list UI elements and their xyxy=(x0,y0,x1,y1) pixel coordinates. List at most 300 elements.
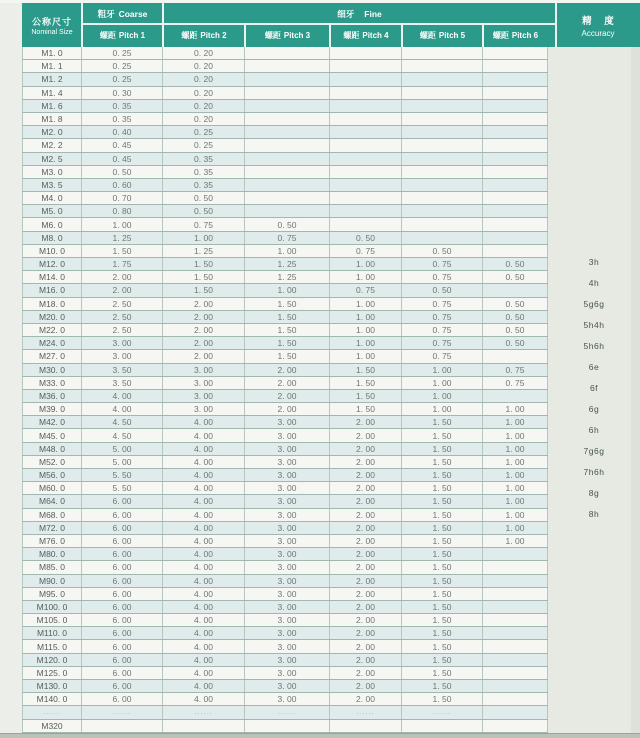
header-pitch-zh: 螺距 xyxy=(99,31,116,40)
pitch-value-cell: 0. 25 xyxy=(82,47,163,59)
pitch-value-cell xyxy=(483,245,548,257)
pitch-value-cell: 0. 75 xyxy=(330,245,402,257)
pitch-value-cell: 0. 50 xyxy=(402,284,483,296)
table-row xyxy=(22,364,548,377)
pitch-value-cell: 1. 50 xyxy=(330,377,402,389)
header-pitch-zh: 螺距 xyxy=(181,31,198,40)
pitch-value-cell: 3. 00 xyxy=(245,469,330,481)
pitch-value-cell: 2. 00 xyxy=(163,311,245,323)
pitch-value-cell: 2. 00 xyxy=(330,509,402,521)
pitch-value-cell xyxy=(402,205,483,217)
pitch-value-cell: 1. 00 xyxy=(483,495,548,507)
pitch-value-cell: 1. 50 xyxy=(402,693,483,705)
pitch-value-cell: 3. 00 xyxy=(82,350,163,362)
pitch-value-cell: 4. 00 xyxy=(163,693,245,705)
pitch-value-cell: 4. 00 xyxy=(163,522,245,534)
pitch-value-cell: 0. 75 xyxy=(483,364,548,376)
pitch-value-cell: 4. 00 xyxy=(163,509,245,521)
pitch-value-cell xyxy=(483,47,548,59)
pitch-value-cell: 1. 00 xyxy=(483,509,548,521)
pitch-value-cell: 2. 00 xyxy=(330,495,402,507)
pitch-value-cell xyxy=(330,47,402,59)
pitch-value-cell: 4. 00 xyxy=(82,403,163,415)
header-divider xyxy=(162,3,164,47)
pitch-value-cell: 4. 50 xyxy=(82,416,163,428)
pitch-value-cell: 4. 00 xyxy=(163,561,245,573)
pitch-value-cell: 1. 00 xyxy=(402,364,483,376)
pitch-value-cell: 0. 75 xyxy=(402,258,483,270)
pitch-value-cell: 6. 00 xyxy=(82,548,163,560)
pitch-value-cell xyxy=(330,720,402,732)
pitch-value-cell: 3. 00 xyxy=(245,429,330,441)
pitch-value-cell: 1. 50 xyxy=(402,627,483,639)
pitch-value-cell: 3. 00 xyxy=(245,693,330,705)
pitch-value-cell xyxy=(330,205,402,217)
table-row xyxy=(22,87,548,100)
pitch-value-cell: 0. 30 xyxy=(82,87,163,99)
table-row xyxy=(22,232,548,245)
pitch-value-cell: 1. 00 xyxy=(330,350,402,362)
header-nominal-zh: 公称尺寸 xyxy=(31,16,72,27)
pitch-value-cell: 4. 00 xyxy=(163,575,245,587)
pitch-value-cell: 1. 25 xyxy=(245,258,330,270)
table-row xyxy=(22,588,548,601)
pitch-value-cell: 2. 00 xyxy=(330,627,402,639)
pitch-value-cell: 1. 00 xyxy=(483,443,548,455)
pitch-value-cell: 0. 50 xyxy=(402,245,483,257)
header-accuracy-zh: 精 度 xyxy=(582,15,619,27)
pitch-value-cell: 2. 00 xyxy=(330,575,402,587)
pitch-value-cell: 1. 50 xyxy=(245,311,330,323)
pitch-value-cell xyxy=(330,73,402,85)
nominal-size-cell: M27. 0 xyxy=(22,350,82,362)
table-row xyxy=(22,73,548,86)
pitch-value-cell: 0. 20 xyxy=(163,47,245,59)
pitch-value-cell: 1. 25 xyxy=(245,271,330,283)
pitch-value-cell: 6. 00 xyxy=(82,654,163,666)
pitch-value-cell: 4. 00 xyxy=(163,588,245,600)
accuracy-grade-label: 5h6h xyxy=(583,341,605,351)
pitch-value-cell: 1. 00 xyxy=(82,218,163,230)
nominal-size-cell: M10. 0 xyxy=(22,245,82,257)
pitch-value-cell xyxy=(483,548,548,560)
pitch-value-cell: 3. 00 xyxy=(245,456,330,468)
header-accuracy-en: Accuracy xyxy=(581,28,615,38)
pitch-value-cell xyxy=(245,720,330,732)
pitch-value-cell xyxy=(245,60,330,72)
pitch-value-cell: 3. 00 xyxy=(245,416,330,428)
pitch-value-cell xyxy=(402,113,483,125)
pitch-value-cell: 3. 00 xyxy=(245,575,330,587)
pitch-value-cell xyxy=(402,126,483,138)
pitch-value-cell: 4. 00 xyxy=(163,627,245,639)
table-row xyxy=(22,706,548,719)
pitch-value-cell xyxy=(245,73,330,85)
nominal-size-cell: M1. 4 xyxy=(22,87,82,99)
pitch-value-cell: 1. 00 xyxy=(483,403,548,415)
nominal-size-cell: M5. 0 xyxy=(22,205,82,217)
header-divider xyxy=(482,24,484,47)
pitch-value-cell: 1. 00 xyxy=(483,482,548,494)
table-row xyxy=(22,667,548,680)
nominal-size-cell: M110. 0 xyxy=(22,627,82,639)
pitch-value-cell: 0. 75 xyxy=(163,218,245,230)
pitch-value-cell: 1. 00 xyxy=(330,298,402,310)
pitch-value-cell: 0. 50 xyxy=(245,218,330,230)
pitch-value-cell: 2. 00 xyxy=(330,561,402,573)
pitch-value-cell xyxy=(402,73,483,85)
pitch-value-cell xyxy=(483,627,548,639)
table-row xyxy=(22,60,548,73)
header-pitch-zh: 螺距 xyxy=(264,31,281,40)
pitch-value-cell: 4. 00 xyxy=(163,495,245,507)
pitch-value-cell: 1. 00 xyxy=(483,416,548,428)
accuracy-grade-label: 5g6g xyxy=(583,299,605,309)
pitch-value-cell: 1. 50 xyxy=(402,667,483,679)
pitch-value-cell xyxy=(330,153,402,165)
pitch-value-cell xyxy=(245,126,330,138)
table-row xyxy=(22,245,548,258)
pitch-value-cell: 4. 00 xyxy=(163,482,245,494)
nominal-size-cell: M2. 0 xyxy=(22,126,82,138)
pitch-value-cell: 1. 50 xyxy=(330,364,402,376)
table-row xyxy=(22,575,548,588)
pitch-value-cell xyxy=(483,588,548,600)
nominal-size-cell: M3. 0 xyxy=(22,166,82,178)
pitch-value-cell xyxy=(483,350,548,362)
pitch-value-cell: ...... xyxy=(245,706,330,718)
pitch-value-cell: 1. 50 xyxy=(402,535,483,547)
pitch-value-cell: 1. 50 xyxy=(245,337,330,349)
pitch-value-cell: 2. 00 xyxy=(330,429,402,441)
pitch-value-cell: 6. 00 xyxy=(82,561,163,573)
pitch-value-cell: 1. 50 xyxy=(402,548,483,560)
pitch-value-cell xyxy=(330,192,402,204)
pitch-value-cell: 6. 00 xyxy=(82,601,163,613)
nominal-size-cell: M45. 0 xyxy=(22,429,82,441)
pitch-value-cell: 2. 00 xyxy=(330,522,402,534)
pitch-value-cell xyxy=(245,153,330,165)
table-row xyxy=(22,601,548,614)
pitch-value-cell: 1. 00 xyxy=(245,245,330,257)
pitch-value-cell: 2. 50 xyxy=(82,324,163,336)
pitch-value-cell: 1. 50 xyxy=(402,640,483,652)
pitch-value-cell: 1. 00 xyxy=(330,271,402,283)
pitch-value-cell xyxy=(483,575,548,587)
nominal-size-cell: M1. 0 xyxy=(22,47,82,59)
pitch-value-cell: 1. 50 xyxy=(245,324,330,336)
pitch-value-cell: 1. 00 xyxy=(402,390,483,402)
pitch-value-cell: 1. 00 xyxy=(483,456,548,468)
page-bottom-edge xyxy=(0,733,640,738)
pitch-value-cell: 0. 35 xyxy=(82,100,163,112)
accuracy-grade-label: 6g xyxy=(588,404,600,414)
nominal-size-cell: M36. 0 xyxy=(22,390,82,402)
header-divider xyxy=(555,3,557,47)
pitch-value-cell xyxy=(402,87,483,99)
pitch-value-cell: 4. 00 xyxy=(163,654,245,666)
pitch-value-cell: 1. 50 xyxy=(402,456,483,468)
nominal-size-cell: ...... xyxy=(22,706,82,718)
pitch-value-cell: 1. 50 xyxy=(245,298,330,310)
pitch-value-cell: 0. 75 xyxy=(402,271,483,283)
pitch-value-cell: 0. 50 xyxy=(483,337,548,349)
pitch-value-cell xyxy=(402,60,483,72)
header-pitch-zh: 螺距 xyxy=(343,31,360,40)
pitch-value-cell: 3. 00 xyxy=(245,667,330,679)
pitch-value-cell: 2. 00 xyxy=(330,443,402,455)
pitch-value-cell: 0. 50 xyxy=(483,271,548,283)
nominal-size-cell: M48. 0 xyxy=(22,443,82,455)
table-row xyxy=(22,218,548,231)
pitch-value-cell xyxy=(402,720,483,732)
nominal-size-cell: M24. 0 xyxy=(22,337,82,349)
pitch-value-cell: 1. 50 xyxy=(163,271,245,283)
nominal-size-cell: M6. 0 xyxy=(22,218,82,230)
pitch-value-cell: 0. 35 xyxy=(163,153,245,165)
nominal-size-cell: M130. 0 xyxy=(22,680,82,692)
pitch-value-cell: 1. 00 xyxy=(330,311,402,323)
table-row xyxy=(22,654,548,667)
pitch-value-cell xyxy=(402,139,483,151)
nominal-size-cell: M320 xyxy=(22,720,82,732)
accuracy-grade-label: 8g xyxy=(588,488,600,498)
pitch-value-cell: 3. 00 xyxy=(245,495,330,507)
pitch-value-cell: 2. 00 xyxy=(330,548,402,560)
pitch-value-cell xyxy=(402,192,483,204)
pitch-value-cell: 0. 50 xyxy=(483,311,548,323)
pitch-value-cell xyxy=(483,113,548,125)
pitch-value-cell xyxy=(245,113,330,125)
nominal-size-cell: M80. 0 xyxy=(22,548,82,560)
pitch-value-cell: 1. 75 xyxy=(82,258,163,270)
pitch-value-cell: 1. 50 xyxy=(402,443,483,455)
pitch-value-cell: 4. 50 xyxy=(82,429,163,441)
table-row xyxy=(22,614,548,627)
pitch-value-cell: 6. 00 xyxy=(82,680,163,692)
table-row xyxy=(22,561,548,574)
pitch-value-cell: 0. 80 xyxy=(82,205,163,217)
pitch-value-cell: 1. 00 xyxy=(483,469,548,481)
header-pitch-en: Pitch 4 xyxy=(362,31,389,40)
table-row xyxy=(22,113,548,126)
pitch-value-cell: 0. 70 xyxy=(82,192,163,204)
nominal-size-cell: M120. 0 xyxy=(22,654,82,666)
pitch-value-cell: 0. 25 xyxy=(163,126,245,138)
pitch-value-cell: 4. 00 xyxy=(163,601,245,613)
header-pitch-en: Pitch 5 xyxy=(438,31,466,40)
pitch-value-cell: 3. 50 xyxy=(82,377,163,389)
pitch-value-cell: 0. 75 xyxy=(402,311,483,323)
table-row xyxy=(22,337,548,350)
nominal-size-cell: M76. 0 xyxy=(22,535,82,547)
pitch-value-cell: 3. 00 xyxy=(245,482,330,494)
pitch-value-cell: 0. 75 xyxy=(402,337,483,349)
header-pitch-1 xyxy=(82,24,163,47)
table-row xyxy=(22,403,548,416)
pitch-value-cell: 3. 00 xyxy=(245,627,330,639)
accuracy-grade-label: 5h4h xyxy=(583,320,605,330)
nominal-size-cell: M140. 0 xyxy=(22,693,82,705)
header-divider xyxy=(82,23,556,25)
pitch-value-cell: 2. 00 xyxy=(163,350,245,362)
pitch-value-cell: 2. 00 xyxy=(245,390,330,402)
pitch-value-cell xyxy=(330,166,402,178)
pitch-value-cell: 1. 00 xyxy=(330,324,402,336)
table-header xyxy=(0,3,640,47)
pitch-value-cell: 1. 50 xyxy=(163,258,245,270)
nominal-size-cell: M95. 0 xyxy=(22,588,82,600)
pitch-value-cell: 6. 00 xyxy=(82,693,163,705)
pitch-value-cell: 1. 00 xyxy=(330,258,402,270)
accuracy-grade-label: 7h6h xyxy=(583,467,605,477)
pitch-value-cell xyxy=(483,153,548,165)
pitch-value-cell: 1. 00 xyxy=(330,337,402,349)
accuracy-grade-label: 6h xyxy=(588,425,600,435)
pitch-value-cell: 2. 00 xyxy=(330,535,402,547)
pitch-value-cell: 1. 50 xyxy=(402,416,483,428)
nominal-size-cell: M42. 0 xyxy=(22,416,82,428)
pitch-value-cell: 3. 00 xyxy=(245,614,330,626)
nominal-size-cell: M30. 0 xyxy=(22,364,82,376)
table-row xyxy=(22,139,548,152)
pitch-value-cell: 4. 00 xyxy=(163,548,245,560)
header-coarse-zh: 粗牙 xyxy=(97,8,115,19)
pitch-value-cell: 1. 00 xyxy=(245,284,330,296)
pitch-value-cell xyxy=(483,693,548,705)
table-row xyxy=(22,205,548,218)
pitch-value-cell xyxy=(483,667,548,679)
header-pitch-5 xyxy=(402,24,483,47)
table-row xyxy=(22,47,548,60)
header-fine-zh: 细牙 xyxy=(337,8,355,19)
table-row xyxy=(22,100,548,113)
table-row xyxy=(22,377,548,390)
table-row xyxy=(22,535,548,548)
accuracy-grade-label: 3h xyxy=(588,257,600,267)
pitch-value-cell: 3. 00 xyxy=(245,535,330,547)
header-pitch-zh: 螺距 xyxy=(419,31,436,40)
pitch-value-cell: 3. 00 xyxy=(245,680,330,692)
pitch-value-cell: 6. 00 xyxy=(82,575,163,587)
header-pitch-6 xyxy=(483,24,548,47)
pitch-value-cell: 0. 50 xyxy=(483,298,548,310)
pitch-value-cell: 2. 00 xyxy=(330,416,402,428)
pitch-value-cell xyxy=(483,561,548,573)
pitch-value-cell: 1. 50 xyxy=(402,509,483,521)
nominal-size-cell: M100. 0 xyxy=(22,601,82,613)
table-row xyxy=(22,311,548,324)
nominal-size-cell: M105. 0 xyxy=(22,614,82,626)
header-nominal-en: Nominal Size xyxy=(31,28,73,36)
accuracy-grade-label: 8h xyxy=(588,509,600,519)
pitch-value-cell xyxy=(483,706,548,718)
pitch-value-cell: 1. 25 xyxy=(163,245,245,257)
pitch-value-cell: 2. 00 xyxy=(163,324,245,336)
table-row xyxy=(22,166,548,179)
header-pitch-4 xyxy=(330,24,402,47)
pitch-value-cell: 4. 00 xyxy=(163,443,245,455)
pitch-value-cell: 2. 00 xyxy=(82,284,163,296)
table-row xyxy=(22,495,548,508)
pitch-value-cell: 1. 50 xyxy=(245,350,330,362)
pitch-value-cell: 2. 00 xyxy=(330,588,402,600)
pitch-value-cell: 4. 00 xyxy=(163,667,245,679)
pitch-value-cell xyxy=(245,166,330,178)
pitch-value-cell: 2. 00 xyxy=(245,403,330,415)
accuracy-grade-label: 6e xyxy=(588,362,600,372)
nominal-size-cell: M1. 8 xyxy=(22,113,82,125)
pitch-value-cell: 3. 00 xyxy=(163,390,245,402)
pitch-value-cell: 4. 00 xyxy=(163,429,245,441)
pitch-value-cell: 3. 00 xyxy=(163,364,245,376)
pitch-value-cell: 5. 50 xyxy=(82,482,163,494)
header-pitch-en: Pitch 6 xyxy=(511,31,539,40)
pitch-value-cell: 1. 50 xyxy=(330,403,402,415)
pitch-value-cell: 0. 50 xyxy=(483,258,548,270)
table-row xyxy=(22,548,548,561)
pitch-value-cell: 0. 50 xyxy=(82,166,163,178)
pitch-value-cell: 1. 50 xyxy=(163,284,245,296)
pitch-value-cell xyxy=(402,218,483,230)
header-divider xyxy=(401,24,403,47)
pitch-value-cell: 3. 00 xyxy=(245,601,330,613)
header-pitch-en: Pitch 1 xyxy=(118,31,146,40)
table-row xyxy=(22,192,548,205)
table-row xyxy=(22,509,548,522)
pitch-value-cell xyxy=(483,218,548,230)
pitch-value-cell: 3. 00 xyxy=(245,640,330,652)
nominal-size-cell: M1. 1 xyxy=(22,60,82,72)
table-row xyxy=(22,153,548,166)
pitch-value-cell: 2. 00 xyxy=(330,640,402,652)
table-row xyxy=(22,258,548,271)
header-divider xyxy=(329,24,331,47)
pitch-value-cell xyxy=(483,179,548,191)
table-row xyxy=(22,324,548,337)
pitch-value-cell: 3. 00 xyxy=(245,548,330,560)
header-nominal-size xyxy=(22,3,82,47)
pitch-value-cell: 0. 20 xyxy=(163,60,245,72)
pitch-value-cell: 0. 60 xyxy=(82,179,163,191)
pitch-value-cell: 1. 50 xyxy=(402,495,483,507)
pitch-value-cell: 1. 50 xyxy=(82,245,163,257)
pitch-value-cell: 0. 45 xyxy=(82,139,163,151)
pitch-value-cell: 0. 75 xyxy=(402,350,483,362)
header-pitch-3 xyxy=(245,24,330,47)
pitch-value-cell xyxy=(330,113,402,125)
pitch-value-cell: 1. 50 xyxy=(402,588,483,600)
pitch-value-cell xyxy=(402,166,483,178)
pitch-value-cell: 1. 50 xyxy=(402,654,483,666)
pitch-value-cell: 6. 00 xyxy=(82,509,163,521)
header-coarse xyxy=(82,3,163,24)
pitch-value-cell: 6. 00 xyxy=(82,522,163,534)
pitch-value-cell xyxy=(245,179,330,191)
header-accuracy xyxy=(556,3,640,47)
nominal-size-cell: M39. 0 xyxy=(22,403,82,415)
pitch-value-cell: 6. 00 xyxy=(82,667,163,679)
pitch-value-cell: 2. 50 xyxy=(82,298,163,310)
pitch-value-cell: 4. 00 xyxy=(163,535,245,547)
nominal-size-cell: M14. 0 xyxy=(22,271,82,283)
pitch-value-cell: 4. 00 xyxy=(163,469,245,481)
table-row xyxy=(22,416,548,429)
pitch-value-cell xyxy=(330,218,402,230)
pitch-value-cell: 3. 50 xyxy=(82,364,163,376)
pitch-value-cell: 1. 50 xyxy=(402,561,483,573)
table-row xyxy=(22,179,548,192)
